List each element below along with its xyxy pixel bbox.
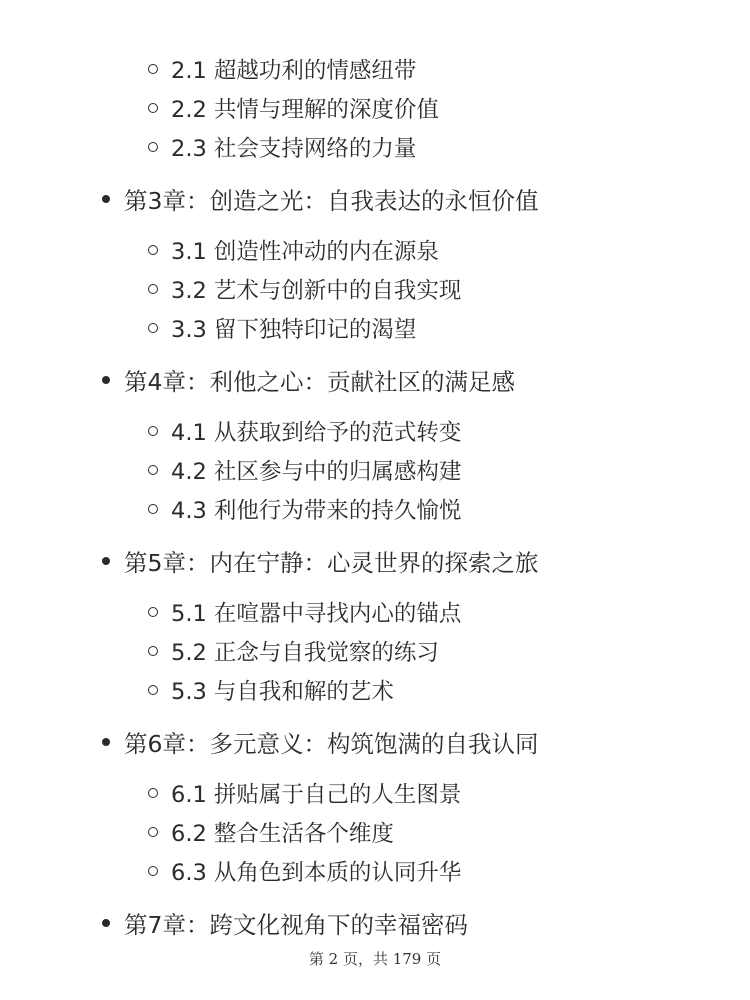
toc-section-item[interactable] bbox=[148, 634, 439, 668]
hollow-bullet-icon bbox=[148, 245, 158, 255]
hollow-bullet-icon bbox=[148, 142, 158, 152]
hollow-bullet-icon bbox=[148, 426, 158, 436]
toc-chapter-item[interactable] bbox=[102, 182, 538, 216]
toc-entry-label: 3.3 留下独特印记的渴望 bbox=[171, 317, 417, 343]
hollow-bullet-icon bbox=[148, 323, 158, 333]
toc-chapter-item[interactable] bbox=[102, 363, 515, 397]
toc-chapter-item[interactable] bbox=[102, 725, 538, 759]
toc-section-item[interactable] bbox=[148, 854, 461, 888]
filled-bullet-icon bbox=[102, 376, 110, 384]
toc-entry-label: 4.1 从获取到给予的范式转变 bbox=[171, 420, 462, 446]
toc-section-item[interactable] bbox=[148, 414, 461, 448]
toc-section-item[interactable] bbox=[148, 453, 461, 487]
toc-entry-label: 3.2 艺术与创新中的自我实现 bbox=[171, 278, 462, 304]
hollow-bullet-icon bbox=[148, 788, 158, 798]
toc-section-item[interactable] bbox=[148, 595, 461, 629]
toc-entry-label: 2.1 超越功利的情感纽带 bbox=[171, 58, 417, 84]
toc-section-item[interactable] bbox=[148, 52, 416, 86]
filled-bullet-icon bbox=[102, 557, 110, 565]
hollow-bullet-icon bbox=[148, 504, 158, 514]
toc-chapter-item[interactable] bbox=[102, 544, 538, 578]
toc-entry-label: 6.2 整合生活各个维度 bbox=[171, 821, 394, 847]
toc-section-item[interactable] bbox=[148, 272, 461, 306]
toc-entry-label: 第3章：创造之光：自我表达的永恒价值 bbox=[124, 187, 539, 215]
hollow-bullet-icon bbox=[148, 866, 158, 876]
toc-section-item[interactable] bbox=[148, 91, 439, 125]
toc-entry-label: 5.2 正念与自我觉察的练习 bbox=[171, 640, 439, 666]
hollow-bullet-icon bbox=[148, 685, 158, 695]
toc-entry-label: 2.2 共情与理解的深度价值 bbox=[171, 97, 439, 123]
toc-entry-label: 3.1 创造性冲动的内在源泉 bbox=[171, 239, 439, 265]
toc-entry-label: 4.2 社区参与中的归属感构建 bbox=[171, 459, 462, 485]
toc-entry-label: 第6章：多元意义：构筑饱满的自我认同 bbox=[124, 730, 539, 758]
toc-section-item[interactable] bbox=[148, 673, 394, 707]
filled-bullet-icon bbox=[102, 195, 110, 203]
filled-bullet-icon bbox=[102, 738, 110, 746]
toc-section-item[interactable] bbox=[148, 233, 439, 267]
toc-section-item[interactable] bbox=[148, 311, 416, 345]
hollow-bullet-icon bbox=[148, 284, 158, 294]
toc-entry-label: 6.1 拼贴属于自己的人生图景 bbox=[171, 782, 462, 808]
toc-entry-label: 6.3 从角色到本质的认同升华 bbox=[171, 860, 462, 886]
toc-section-item[interactable] bbox=[148, 130, 416, 164]
toc-entry-label: 4.3 利他行为带来的持久愉悦 bbox=[171, 498, 462, 524]
toc-section-item[interactable] bbox=[148, 815, 394, 849]
hollow-bullet-icon bbox=[148, 465, 158, 475]
toc-entry-label: 5.1 在喧嚣中寻找内心的锚点 bbox=[171, 601, 462, 627]
toc-entry-label: 5.3 与自我和解的艺术 bbox=[171, 679, 394, 705]
page-number-footer: 第 2 页，共 179 页 bbox=[308, 950, 442, 968]
hollow-bullet-icon bbox=[148, 646, 158, 656]
filled-bullet-icon bbox=[102, 919, 110, 927]
hollow-bullet-icon bbox=[148, 827, 158, 837]
toc-section-item[interactable] bbox=[148, 776, 461, 810]
hollow-bullet-icon bbox=[148, 607, 158, 617]
toc-entry-label: 第4章：利他之心：贡献社区的满足感 bbox=[124, 368, 515, 396]
hollow-bullet-icon bbox=[148, 103, 158, 113]
toc-entry-label: 第7章：跨文化视角下的幸福密码 bbox=[124, 911, 468, 939]
toc-section-item[interactable] bbox=[148, 492, 461, 526]
hollow-bullet-icon bbox=[148, 64, 158, 74]
toc-entry-label: 2.3 社会支持网络的力量 bbox=[171, 136, 417, 162]
toc-chapter-item[interactable] bbox=[102, 906, 468, 940]
toc-entry-label: 第5章：内在宁静：心灵世界的探索之旅 bbox=[124, 549, 539, 577]
